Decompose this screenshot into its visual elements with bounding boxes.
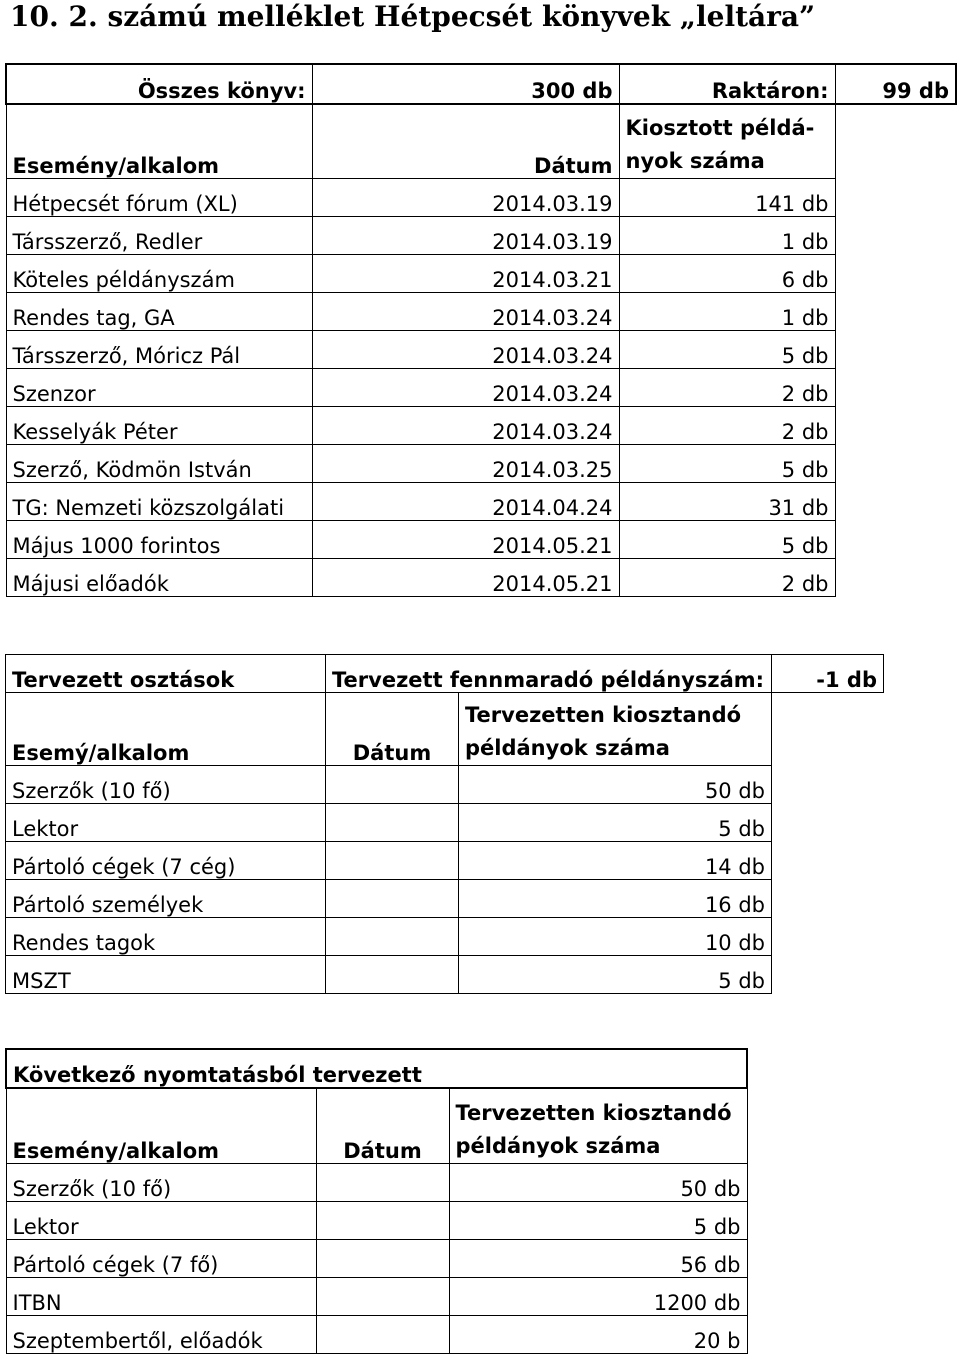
table-row (6, 880, 884, 918)
spacer-cell (835, 369, 956, 407)
event-cell: Szerző, Ködmön István (6, 445, 312, 483)
table-row (6, 766, 884, 804)
table-row (6, 956, 884, 994)
event-header: Esemý/alkalom (6, 693, 326, 766)
count-cell: 1 db (619, 293, 835, 331)
count-cell: 10 db (459, 918, 772, 956)
planned-remaining-label: Tervezett fennmaradó példányszám: (326, 655, 772, 693)
spacer-cell (835, 293, 956, 331)
date-cell: 2014.03.24 (312, 293, 619, 331)
spacer-cell (835, 255, 956, 293)
spacer-cell (772, 918, 884, 956)
count-cell: 16 db (459, 880, 772, 918)
spacer-cell (835, 559, 956, 597)
date-cell: 2014.03.24 (312, 331, 619, 369)
spacer-cell (835, 331, 956, 369)
table-row (6, 331, 956, 369)
date-cell (326, 804, 459, 842)
next-print-summary-row (6, 1049, 747, 1088)
event-cell: Társszerző, Móricz Pál (6, 331, 312, 369)
planned-remaining-value: -1 db (772, 655, 884, 693)
date-cell (316, 1316, 449, 1354)
event-cell: Pártoló személyek (6, 880, 326, 918)
date-cell: 2014.04.24 (312, 483, 619, 521)
event-cell: Szeptembertől, előadók (6, 1316, 316, 1354)
page-title: 10. 2. számú melléklet Hétpecsét könyvek „leltára” (10, 0, 816, 33)
count-cell: 5 db (459, 956, 772, 994)
count-cell: 2 db (619, 559, 835, 597)
date-cell: 2014.03.21 (312, 255, 619, 293)
event-cell: Szerzők (10 fő) (6, 1164, 316, 1202)
date-cell (316, 1278, 449, 1316)
spacer-cell (772, 766, 884, 804)
event-cell: TG: Nemzeti közszolgálati (6, 483, 312, 521)
date-header: Dátum (312, 104, 619, 179)
spacer-cell (772, 804, 884, 842)
event-header: Esemény/alkalom (6, 1088, 316, 1164)
date-header: Dátum (326, 693, 459, 766)
event-cell: Szenzor (6, 369, 312, 407)
count-cell: 141 db (619, 179, 835, 217)
date-cell: 2014.03.24 (312, 369, 619, 407)
table-row (6, 842, 884, 880)
table-row (6, 179, 956, 217)
table-row (6, 918, 884, 956)
count-cell: 5 db (619, 445, 835, 483)
spacer-cell (772, 956, 884, 994)
planned-count-header: Tervezetten kiosztandó példányok száma (459, 693, 772, 766)
event-cell: Májusi előadók (6, 559, 312, 597)
date-cell (326, 842, 459, 880)
event-cell: Szerzők (10 fő) (6, 766, 326, 804)
distributed-count-header: Kiosztott példá-nyok száma (619, 104, 835, 179)
spacer-cell (772, 880, 884, 918)
date-cell: 2014.05.21 (312, 559, 619, 597)
table-row (6, 1202, 747, 1240)
table-row (6, 483, 956, 521)
table-row (6, 804, 884, 842)
spacer-cell (835, 217, 956, 255)
event-cell: Lektor (6, 1202, 316, 1240)
table-row (6, 1240, 747, 1278)
date-cell (326, 918, 459, 956)
date-cell: 2014.03.25 (312, 445, 619, 483)
event-cell: Köteles példányszám (6, 255, 312, 293)
count-cell: 5 db (619, 331, 835, 369)
date-cell: 2014.03.24 (312, 407, 619, 445)
table-row (6, 407, 956, 445)
event-cell: Pártoló cégek (7 cég) (6, 842, 326, 880)
date-cell: 2014.03.19 (312, 217, 619, 255)
in-stock-label: Raktáron: (619, 64, 835, 104)
date-cell (316, 1202, 449, 1240)
date-cell (326, 880, 459, 918)
count-cell: 2 db (619, 407, 835, 445)
count-cell: 1 db (619, 217, 835, 255)
inventory-summary-row (6, 64, 956, 104)
next-print-header-row (6, 1088, 747, 1164)
event-cell: Kesselyák Péter (6, 407, 312, 445)
next-print-table (5, 1048, 748, 1354)
count-cell: 6 db (619, 255, 835, 293)
date-cell: 2014.05.21 (312, 521, 619, 559)
date-header: Dátum (316, 1088, 449, 1164)
count-cell: 50 db (459, 766, 772, 804)
date-cell (326, 766, 459, 804)
event-header: Esemény/alkalom (6, 104, 312, 179)
count-cell: 31 db (619, 483, 835, 521)
count-cell: 14 db (459, 842, 772, 880)
table-row (6, 445, 956, 483)
planned-summary-row (6, 655, 884, 693)
spacer-cell (835, 445, 956, 483)
in-stock-value: 99 db (835, 64, 956, 104)
next-print-section-label: Következő nyomtatásból tervezett (6, 1049, 747, 1088)
table-row (6, 217, 956, 255)
count-cell: 5 db (459, 804, 772, 842)
count-cell: 5 db (619, 521, 835, 559)
spacer-cell (835, 483, 956, 521)
count-cell: 2 db (619, 369, 835, 407)
event-cell: Lektor (6, 804, 326, 842)
count-cell: 1200 db (449, 1278, 747, 1316)
total-books-value: 300 db (312, 64, 619, 104)
table-row (6, 1316, 747, 1354)
inventory-header-row (6, 104, 956, 179)
table-row (6, 521, 956, 559)
date-cell: 2014.03.19 (312, 179, 619, 217)
table-row (6, 1164, 747, 1202)
table-row (6, 559, 956, 597)
event-cell: MSZT (6, 956, 326, 994)
event-cell: Hétpecsét fórum (XL) (6, 179, 312, 217)
date-cell (316, 1164, 449, 1202)
event-cell: Rendes tag, GA (6, 293, 312, 331)
table-row (6, 293, 956, 331)
table-row (6, 255, 956, 293)
date-cell (316, 1240, 449, 1278)
count-cell: 20 b (449, 1316, 747, 1354)
event-cell: ITBN (6, 1278, 316, 1316)
total-books-label: Összes könyv: (6, 64, 312, 104)
date-cell (326, 956, 459, 994)
table-row (6, 1278, 747, 1316)
event-cell: Pártoló cégek (7 fő) (6, 1240, 316, 1278)
inventory-table (5, 63, 957, 597)
count-cell: 5 db (449, 1202, 747, 1240)
planned-section-label: Tervezett osztások (6, 655, 326, 693)
event-cell: Rendes tagok (6, 918, 326, 956)
spacer-cell (835, 521, 956, 559)
planned-count-header: Tervezetten kiosztandó példányok száma (449, 1088, 747, 1164)
spacer-cell (772, 842, 884, 880)
table-row (6, 369, 956, 407)
spacer-cell (835, 407, 956, 445)
event-cell: Társszerző, Redler (6, 217, 312, 255)
count-cell: 50 db (449, 1164, 747, 1202)
planned-table (5, 654, 884, 994)
count-cell: 56 db (449, 1240, 747, 1278)
planned-header-row (6, 693, 884, 766)
event-cell: Május 1000 forintos (6, 521, 312, 559)
spacer-cell (835, 179, 956, 217)
